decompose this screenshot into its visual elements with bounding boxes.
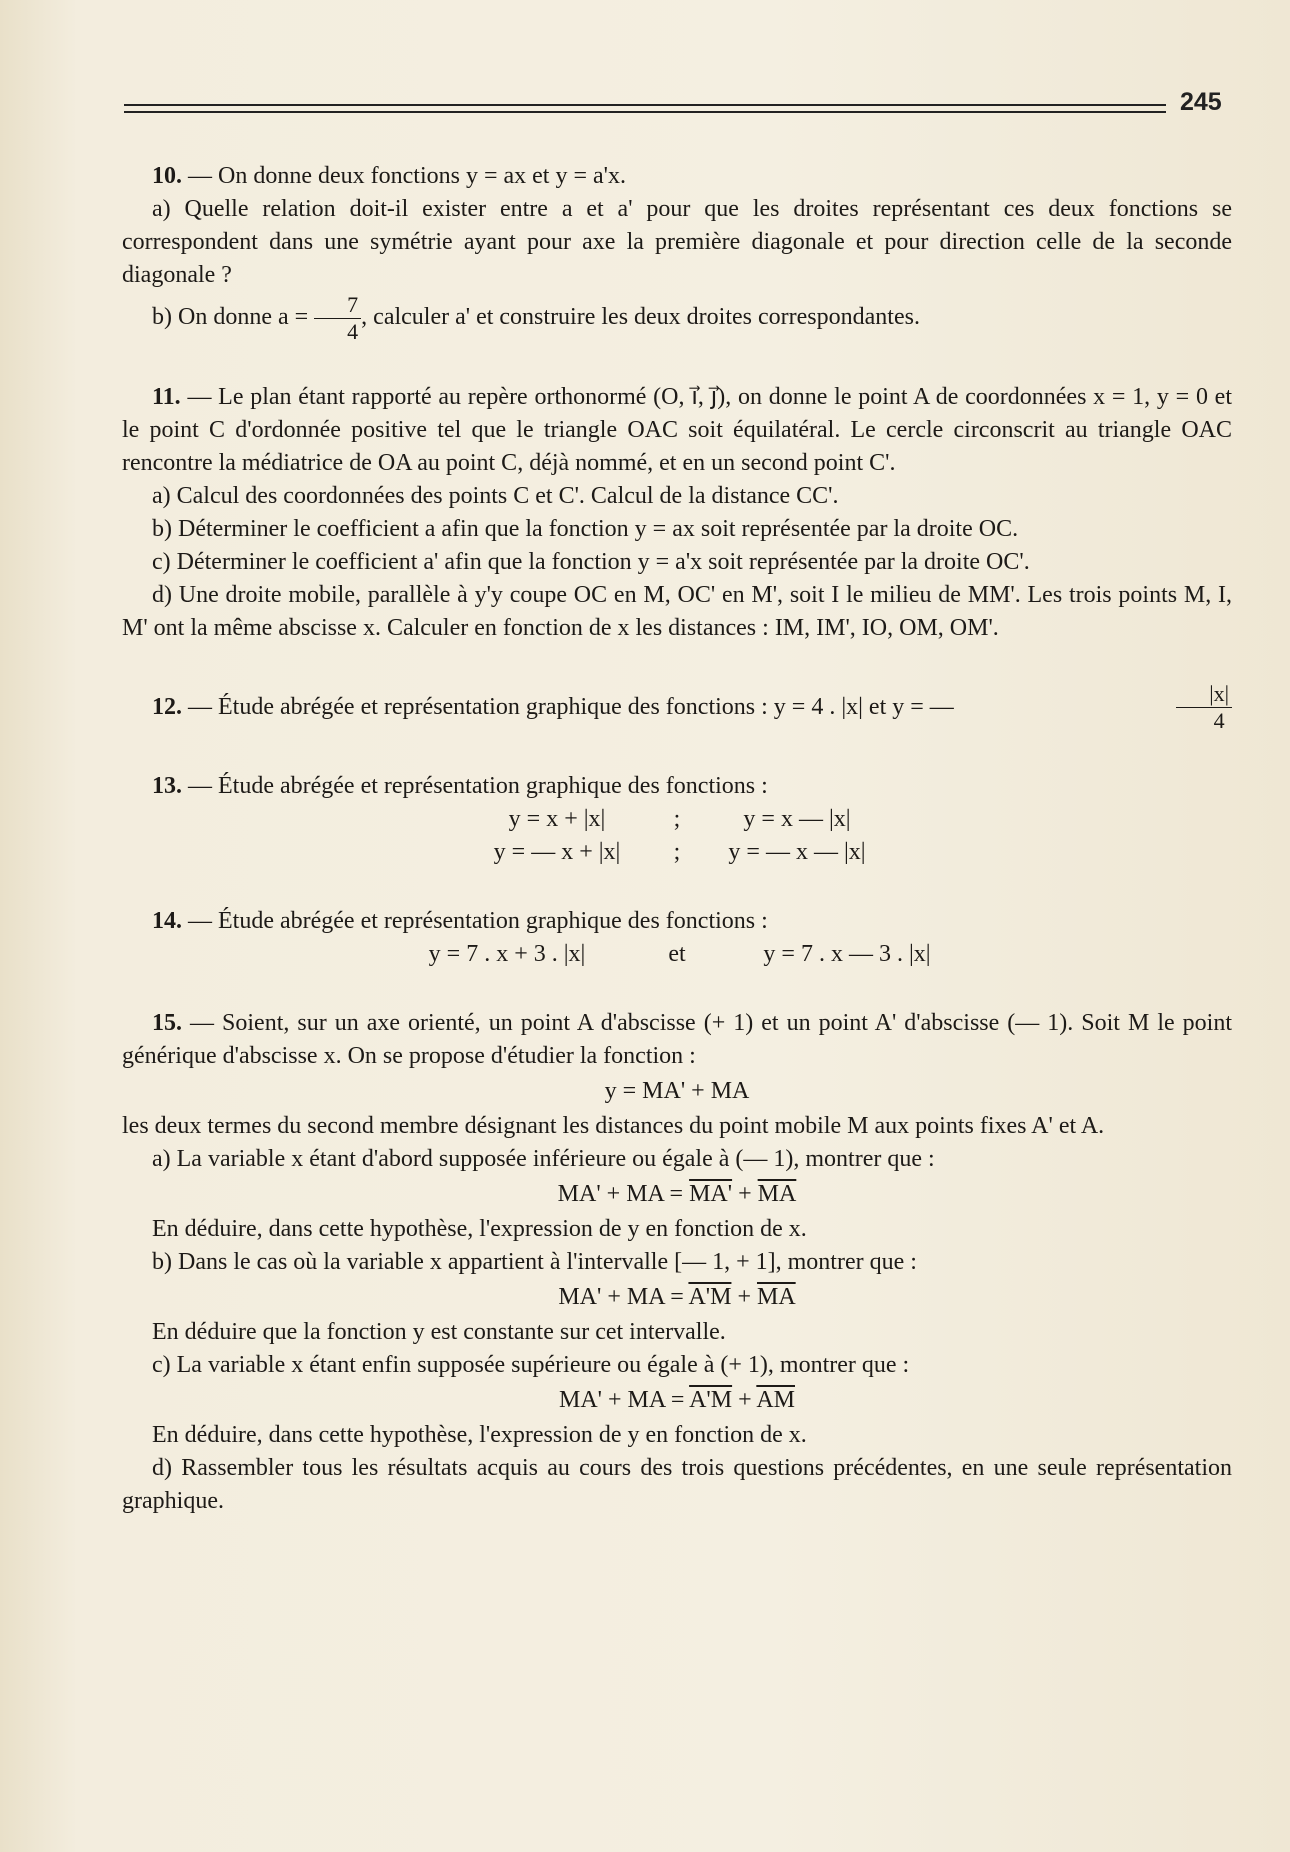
equation: y = — x + |x| (493, 839, 621, 865)
exercise-11-part-a: a) Calcul des coordonnées des points C et C'. Calcul de la distance CC'. (152, 483, 839, 509)
exercise-12-number: 12. (152, 694, 182, 720)
plus-sign: + (737, 1284, 751, 1310)
fraction-denominator: 4 (1213, 708, 1225, 733)
equation-lhs: MA' + MA = (558, 1284, 684, 1310)
equation: y = x + |x| (508, 806, 606, 832)
exercise-15-intro (122, 1007, 1232, 1073)
exercise-10-part-b (122, 292, 1232, 345)
vector-term: $\overline{MA}$ (756, 1284, 796, 1310)
exercise-15-deduce-c: En déduire, dans cette hypothèse, l'expression de y en fonction de x. (152, 1422, 807, 1448)
separator: ; (673, 839, 681, 865)
exercise-11-part-d: d) Une droite mobile, parallèle à y'y coupe OC en M, OC' en M', soit I le milieu de MM'. Les trois points M, I, M' ont la même abscisse x. Calculer en fonction de x les distances : IM, IM', IO, OM, OM'. (122, 582, 1232, 641)
exercise-15-number: 15. (152, 1010, 182, 1036)
equation-row-2 (122, 836, 1232, 869)
header-rule-top (124, 104, 1166, 106)
separator: ; (673, 806, 681, 832)
exercise-15-part-c: c) La variable x étant enfin supposée supérieure ou égale à (+ 1), montrer que : (152, 1352, 910, 1378)
equation-c (122, 1384, 1232, 1417)
exercise-11-statement: — Le plan étant rapporté au repère orthonormé (O, i⃗, j⃗), on donne le point A de coordonnées x = 1, y = 0 et le point C d'ordonnée positive tel que le triangle OAC soit équilatéral. Le cercle circonscrit au triangle OAC rencontre la médiatrice de OA au point C, déjà nommé, et en un second point C'. (122, 384, 1233, 476)
exercise-11 (122, 381, 1232, 645)
vector-term: $\overline{MA}$ (757, 1181, 797, 1207)
equation-lhs: MA' + MA = (558, 1387, 685, 1413)
exercise-15-part-b: b) Dans le cas où la variable x appartient à l'intervalle [— 1, + 1], montrer que : (152, 1249, 917, 1275)
exercise-13-statement (122, 770, 1232, 803)
fraction-numerator: 7 (314, 292, 361, 319)
exercise-15-deduce-a: En déduire, dans cette hypothèse, l'expression de y en fonction de x. (152, 1216, 807, 1242)
fraction-numerator: |x| (1176, 681, 1232, 708)
exercise-10-part-b-prefix: b) On donne a = (152, 304, 309, 331)
exercise-14-text: — Étude abrégée et représentation graphique des fonctions : (188, 908, 768, 934)
exercise-12-statement (122, 681, 1232, 734)
exercise-15-text: les deux termes du second membre désignant les distances du point mobile M aux points fixes A' et A. (122, 1113, 1105, 1139)
equation-b (122, 1281, 1232, 1314)
exercise-15-deduce-b: En déduire que la fonction y est constante sur cet intervalle. (152, 1319, 726, 1345)
exercise-14-statement (122, 905, 1232, 938)
exercise-10-intro (122, 160, 1232, 193)
equation-lhs: MA' + MA = (557, 1181, 684, 1207)
exercise-13-text: — Étude abrégée et représentation graphique des fonctions : (188, 773, 768, 799)
exercise-14-number: 14. (152, 908, 182, 934)
exercise-11-part-c: c) Déterminer le coefficient a' afin que la fonction y = a'x soit représentée par la droite OC'. (152, 549, 1030, 575)
vector-term: MA' (689, 1181, 733, 1207)
exercise-13 (122, 770, 1232, 869)
exercise-13-number: 13. (152, 773, 182, 799)
exercise-12 (122, 681, 1232, 734)
header-rule-bottom (124, 111, 1166, 113)
exercise-10-part-b-suffix: , calculer a' et construire les deux droites correspondantes. (361, 304, 920, 331)
conjunction: et (668, 941, 686, 967)
exercise-10-number: 10. (152, 163, 182, 189)
exercise-11-part-b: b) Déterminer le coefficient a afin que la fonction y = ax soit représentée par la droite OC. (152, 516, 1019, 542)
exercise-15-statement: — Soient, sur un axe orienté, un point A d'abscisse (+ 1) et un point A' d'abscisse (— 1). Soit M le point générique d'abscisse x. On se propose d'étudier la fonction : (122, 1010, 1233, 1069)
exercise-10-statement: — On donne deux fonctions y = ax et y = a'x. (188, 163, 626, 189)
page-number: 245 (1180, 88, 1222, 116)
exercise-12-text: — Étude abrégée et représentation graphique des fonctions : y = 4 . |x| et y = — (188, 694, 954, 720)
fraction (1176, 681, 1232, 734)
equation-row (122, 938, 1232, 971)
exercise-11-number: 11. (152, 384, 181, 410)
equation: y = x — |x| (743, 806, 851, 832)
vector-term: A'M (689, 1387, 733, 1413)
exercise-10 (122, 160, 1232, 345)
equation-a (122, 1178, 1232, 1211)
equation-row-1 (122, 803, 1232, 836)
exercise-list (122, 160, 1232, 1554)
exercise-10-part-a: a) Quelle relation doit-il exister entre a et a' pour que les droites représentant ces deux fonctions se correspondent dans une symétrie ayant pour axe la première diagonale et pour direction celle de la seconde diagonale ? (122, 196, 1232, 288)
exercise-14 (122, 905, 1232, 971)
vector-term: A'M (688, 1284, 732, 1310)
function-definition: y = MA' + MA (604, 1078, 750, 1104)
exercise-11-intro (122, 381, 1232, 480)
equation: y = — x — |x| (728, 839, 866, 865)
equation: y = 7 . x + 3 . |x| (428, 941, 586, 967)
exercise-15-part-d: d) Rassembler tous les résultats acquis au cours des trois questions précédentes, en une seule représentation graphique. (122, 1455, 1232, 1514)
fraction-denominator: 4 (347, 319, 359, 344)
exercise-15-part-a: a) La variable x étant d'abord supposée inférieure ou égale à (— 1), montrer que : (152, 1146, 935, 1172)
plus-sign: + (738, 1181, 752, 1207)
vector-term: $\overline{AM}$ (756, 1387, 795, 1413)
exercise-15 (122, 1007, 1232, 1518)
plus-sign: + (738, 1387, 752, 1413)
equation: y = 7 . x — 3 . |x| (763, 941, 931, 967)
fraction (314, 292, 361, 345)
